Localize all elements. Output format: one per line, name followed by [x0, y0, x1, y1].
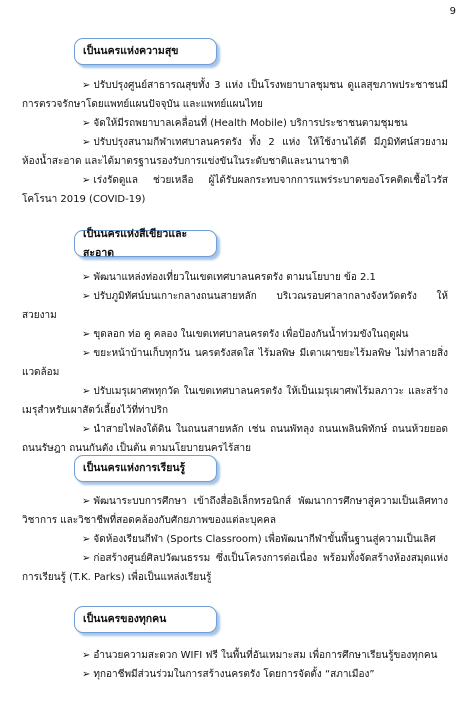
arrow-bullet-icon: ➢ — [82, 329, 91, 340]
arrow-bullet-icon: ➢ — [82, 272, 91, 283]
arrow-bullet-icon: ➢ — [82, 386, 91, 397]
arrow-bullet-icon: ➢ — [82, 650, 91, 661]
list-item: ➢ พัฒนาระบบการศึกษา เข้าถึงสื่ออิเล็กทรอนิกส์ พัฒนาการศึกษาสู่ความเป็นเลิศทางวิชาการ และวิชาชีพที่สอดคล้องกับศักยภาพของแต่ละบุคคล — [22, 496, 448, 526]
page-number: 9 — [449, 6, 456, 17]
section-title-everyone: เป็นนครของทุกคน — [74, 606, 217, 633]
arrow-bullet-icon: ➢ — [82, 80, 91, 91]
arrow-bullet-icon: ➢ — [82, 496, 91, 507]
arrow-bullet-icon: ➢ — [82, 424, 91, 435]
list-item: ➢ ปรับปรุงสนามกีฬาเทศบาลนครตรัง ทั้ง 2 แห่ง ให้ใช้งานได้ดี มีภูมิทัศน์สวยงาม ห้องน้ำสะอาด และได้มาตรฐานรองรับการแข่งขันในระดับชาติและนานาชาติ — [22, 137, 448, 167]
list-item: ➢ ทุกอาชีพมีส่วนร่วมในการสร้างนครตรัง โดยการจัดตั้ง “สภาเมือง” — [82, 669, 375, 680]
section-title-happiness: เป็นนครแห่งความสุข — [74, 38, 217, 65]
arrow-bullet-icon: ➢ — [82, 553, 91, 564]
list-item: ➢ จัดให้มีรถพยาบาลเคลื่อนที่ (Health Mobile) บริการประชาชนตามชุมชน — [82, 118, 408, 129]
arrow-bullet-icon: ➢ — [82, 137, 91, 148]
section-title-learning: เป็นนครแห่งการเรียนรู้ — [74, 455, 217, 482]
list-item: ➢ เร่งรัดดูแล ช่วยเหลือ ผู้ได้รับผลกระทบจากการแพร่ระบาดของโรคติดเชื้อไวรัสโคโรนา 2019 (COVID-19) — [22, 175, 448, 205]
arrow-bullet-icon: ➢ — [82, 291, 91, 302]
list-item: ➢ ก่อสร้างศูนย์ศิลปวัฒนธรรม ซึ่งเป็นโครงการต่อเนื่อง พร้อมทั้งจัดสร้างห้องสมุดแห่งการเรียนรู้ (T.K. Parks) เพื่อเป็นแหล่งเรียนรู้ — [22, 553, 448, 583]
list-item: ➢ จัดห้องเรียนกีฬา (Sports Classroom) เพื่อพัฒนากีฬาขั้นพื้นฐานสู่ความเป็นเลิศ — [82, 534, 436, 545]
arrow-bullet-icon: ➢ — [82, 118, 91, 129]
arrow-bullet-icon: ➢ — [82, 348, 91, 359]
section-happiness-list — [0, 76, 470, 209]
list-item: ➢ ขยะหน้าบ้านเก็บทุกวัน นครตรังสดใส ไร้มลพิษ มีเตาเผาขยะไร้มลพิษ ไม่ทำลายสิ่งแวดล้อม — [22, 348, 448, 378]
list-item: ➢ ขุดลอก ท่อ คู คลอง ในเขตเทศบาลนครตรัง เพื่อป้องกันน้ำท่วมขังในฤดูฝน — [82, 329, 409, 340]
arrow-bullet-icon: ➢ — [82, 534, 91, 545]
list-item: ➢ นำสายไฟลงใต้ดิน ในถนนสายหลัก เช่น ถนนพัทลุง ถนนเพลินพิทักษ์ ถนนห้วยยอด ถนนรัษฎา ถนนกันตัง เป็นต้น ตามนโยบายนครไร้สาย — [22, 424, 448, 454]
arrow-bullet-icon: ➢ — [82, 175, 91, 186]
arrow-bullet-icon: ➢ — [82, 669, 91, 680]
list-item: ➢ ปรับเมรุเผาศพทุกวัด ในเขตเทศบาลนครตรัง ให้เป็นเมรุเผาศพไร้มลภาวะ และสร้างเมรุสำหรับเผาสัตว์เลี้ยงไว้ที่ท่าปริก — [22, 386, 448, 416]
section-title-green-clean: เป็นนครแห่งสีเขียวและสะอาด — [74, 230, 217, 257]
section-learning-list — [0, 492, 470, 587]
list-item: ➢ ปรับปรุงศูนย์สาธารณสุขทั้ง 3 แห่ง เป็นโรงพยาบาลชุมชน ดูแลสุขภาพประชาชนมีการตรวจรักษาโดยแพทย์แผนปัจจุบัน และแพทย์แผนไทย — [22, 80, 448, 110]
section-green-clean-list — [0, 268, 470, 458]
section-everyone-list — [0, 646, 470, 684]
list-item: ➢ ปรับภูมิทัศน์บนเกาะกลางถนนสายหลัก บริเวณรอบศาลากลางจังหวัดตรัง ให้สวยงาม — [22, 291, 448, 321]
list-item: ➢ พัฒนาแหล่งท่องเที่ยวในเขตเทศบาลนครตรัง ตามนโยบาย ข้อ 2.1 — [82, 272, 376, 283]
list-item: ➢ อำนวยความสะดวก WIFI ฟรี ในพื้นที่อันเหมาะสม เพื่อการศึกษาเรียนรู้ของทุกคน — [82, 650, 438, 661]
